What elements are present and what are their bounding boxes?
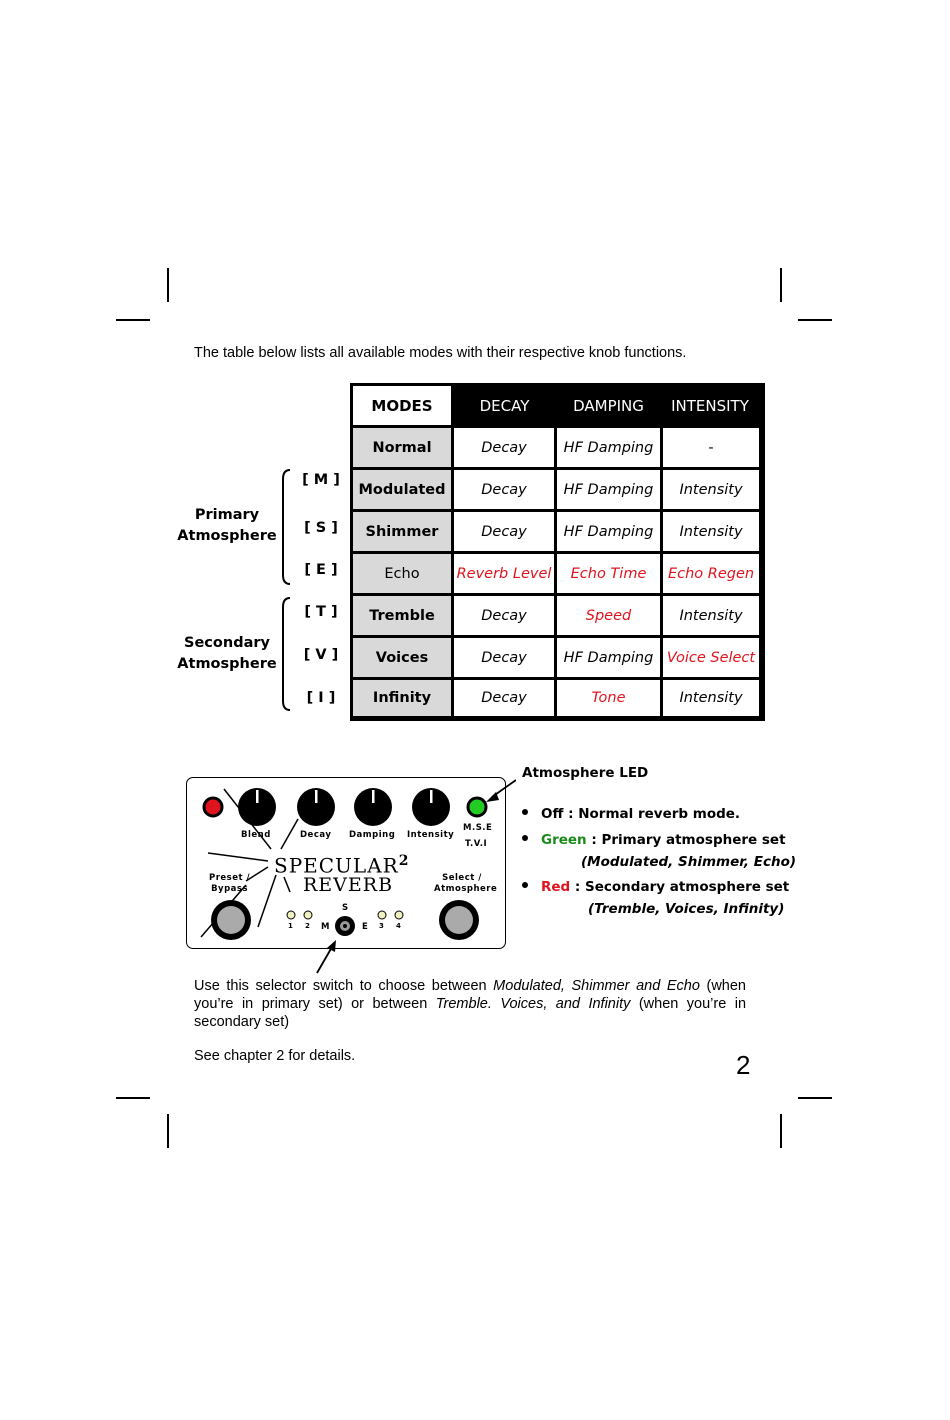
secondary-label-line1: Secondary — [184, 635, 270, 651]
mode-cell: Infinity — [353, 680, 451, 716]
crop-mark — [798, 319, 832, 321]
secondary-group-label — [172, 633, 282, 675]
code-i: [ I ] — [306, 690, 336, 706]
damping-cell: HF Damping — [557, 428, 660, 467]
tvi-label: T.V.I — [465, 839, 488, 849]
note-text-c: (when you’re in primary set) or between — [194, 978, 746, 1012]
red-key: Red — [541, 879, 571, 895]
selector-note — [194, 977, 746, 1031]
intensity-cell: Intensity — [663, 680, 759, 716]
led-num-3: 3 — [379, 922, 385, 930]
header-intensity: INTENSITY — [671, 396, 749, 415]
code-s: [ S ] — [304, 520, 338, 536]
knob-label-blend: Blend — [241, 830, 271, 840]
intensity-cell: Echo Regen — [663, 554, 759, 593]
knob-label-intensity: Intensity — [407, 830, 455, 840]
switch-label-s: S — [342, 903, 349, 913]
damping-cell: Echo Time — [557, 554, 660, 593]
select-label — [434, 873, 498, 895]
decay-cell: Decay — [454, 638, 554, 677]
damping-cell: Tone — [557, 680, 660, 716]
brand-line2-wrap — [303, 874, 393, 896]
green-key: Green — [541, 832, 587, 848]
code-t: [ T ] — [304, 604, 338, 620]
crop-mark — [167, 268, 169, 302]
intensity-cell: - — [663, 428, 759, 467]
mode-cell: Modulated — [353, 470, 451, 509]
code-v: [ V ] — [303, 647, 339, 663]
code-m: [ M ] — [302, 472, 340, 488]
knob-label-damping: Damping — [349, 830, 396, 840]
legend-off: Off : Normal reverb mode. — [522, 806, 740, 822]
intensity-cell: Intensity — [663, 512, 759, 551]
preset-line1: Preset / — [209, 873, 251, 883]
legend-green: Green : Primary atmosphere set — [522, 832, 786, 848]
knob-label-decay: Decay — [300, 830, 332, 840]
primary-label-line1: Primary — [194, 507, 260, 523]
mode-cell: Normal — [353, 428, 451, 467]
decay-cell: Reverb Level — [454, 554, 554, 593]
red-led-icon — [204, 798, 222, 816]
crop-mark — [780, 268, 782, 302]
crop-mark — [167, 1114, 169, 1148]
secondary-label-line2: Atmosphere — [177, 656, 277, 672]
note-text-a: Use this selector switch to choose between — [194, 978, 494, 994]
led-num-2: 2 — [305, 922, 311, 930]
decay-cell: Decay — [454, 428, 554, 467]
green-sub: (Modulated, Shimmer, Echo) — [581, 854, 797, 870]
decay-cell: Decay — [454, 596, 554, 635]
damping-cell: HF Damping — [557, 638, 660, 677]
crop-mark — [780, 1114, 782, 1148]
crop-mark — [116, 1097, 150, 1099]
knob-icon — [412, 788, 450, 826]
legend-red: Red : Secondary atmosphere set — [522, 879, 789, 895]
preset-label — [209, 873, 250, 895]
bullet-icon — [522, 882, 528, 888]
crop-mark — [798, 1097, 832, 1099]
bypass-footswitch-icon — [211, 900, 251, 940]
brand-logo — [274, 851, 409, 877]
selector-switch-icon — [335, 916, 355, 936]
mode-cell: Shimmer — [353, 512, 451, 551]
select-footswitch-icon — [439, 900, 479, 940]
brand-line2: REVERB — [303, 874, 394, 896]
modes-table — [350, 383, 765, 721]
crop-mark — [116, 319, 150, 321]
led-num-4: 4 — [396, 922, 402, 930]
brand-sup: 2 — [398, 853, 410, 869]
page-number: 2 — [736, 1050, 751, 1080]
header-modes: MODES — [353, 386, 451, 425]
mode-cell: Voices — [353, 638, 451, 677]
damping-cell: HF Damping — [557, 470, 660, 509]
group-brackets — [278, 465, 298, 715]
intensity-cell: Voice Select — [663, 638, 759, 677]
intensity-cell: Intensity — [663, 470, 759, 509]
brand-line1: SPECULAR — [274, 853, 399, 878]
intensity-cell: Intensity — [663, 596, 759, 635]
mode-cell: Tremble — [353, 596, 451, 635]
select-line1: Select / — [442, 873, 482, 883]
switch-label-e: E — [362, 922, 369, 932]
led-num-1: 1 — [288, 922, 294, 930]
off-key: Off — [541, 806, 564, 822]
intro-text: The table below lists all available modes with their respective knob functions. — [194, 345, 687, 361]
green-text: Primary atmosphere set — [601, 832, 786, 848]
mse-label: M.S.E — [463, 823, 493, 833]
decay-cell: Decay — [454, 470, 554, 509]
off-text: Normal reverb mode. — [578, 806, 741, 822]
switch-label-m: M — [321, 922, 330, 932]
knob-icon — [297, 788, 335, 826]
preset-line2: Bypass — [211, 884, 249, 894]
note-text-b: Modulated, Shimmer and Echo — [493, 978, 700, 994]
knob-icon — [354, 788, 392, 826]
decay-cell: Decay — [454, 512, 554, 551]
header-damping: DAMPING — [573, 396, 644, 415]
select-line2: Atmosphere — [434, 884, 498, 894]
knob-icon — [238, 788, 276, 826]
mode-cell: Echo — [353, 554, 451, 593]
red-sub: (Tremble, Voices, Infinity) — [588, 901, 785, 917]
damping-cell: Speed — [557, 596, 660, 635]
primary-label-line2: Atmosphere — [177, 528, 277, 544]
note-text-e: (when you’re in secondary set) — [194, 996, 747, 1030]
bullet-icon — [522, 835, 528, 841]
red-text: Secondary atmosphere set — [585, 879, 790, 895]
atmosphere-led-title: Atmosphere LED — [522, 765, 649, 781]
green-led-icon — [468, 798, 486, 816]
note-text-d: Tremble. Voices, and Infinity — [435, 996, 631, 1012]
red-sub-text: Tremble, Voices, Infinity — [594, 901, 779, 917]
green-sub-text: Modulated, Shimmer, Echo — [587, 854, 790, 870]
damping-cell: HF Damping — [557, 512, 660, 551]
chapter-note: See chapter 2 for details. — [194, 1048, 356, 1064]
decay-cell: Decay — [454, 680, 554, 716]
bullet-icon — [522, 809, 528, 815]
header-decay: DECAY — [479, 396, 530, 415]
primary-group-label — [172, 505, 282, 547]
code-e: [ E ] — [304, 562, 338, 578]
